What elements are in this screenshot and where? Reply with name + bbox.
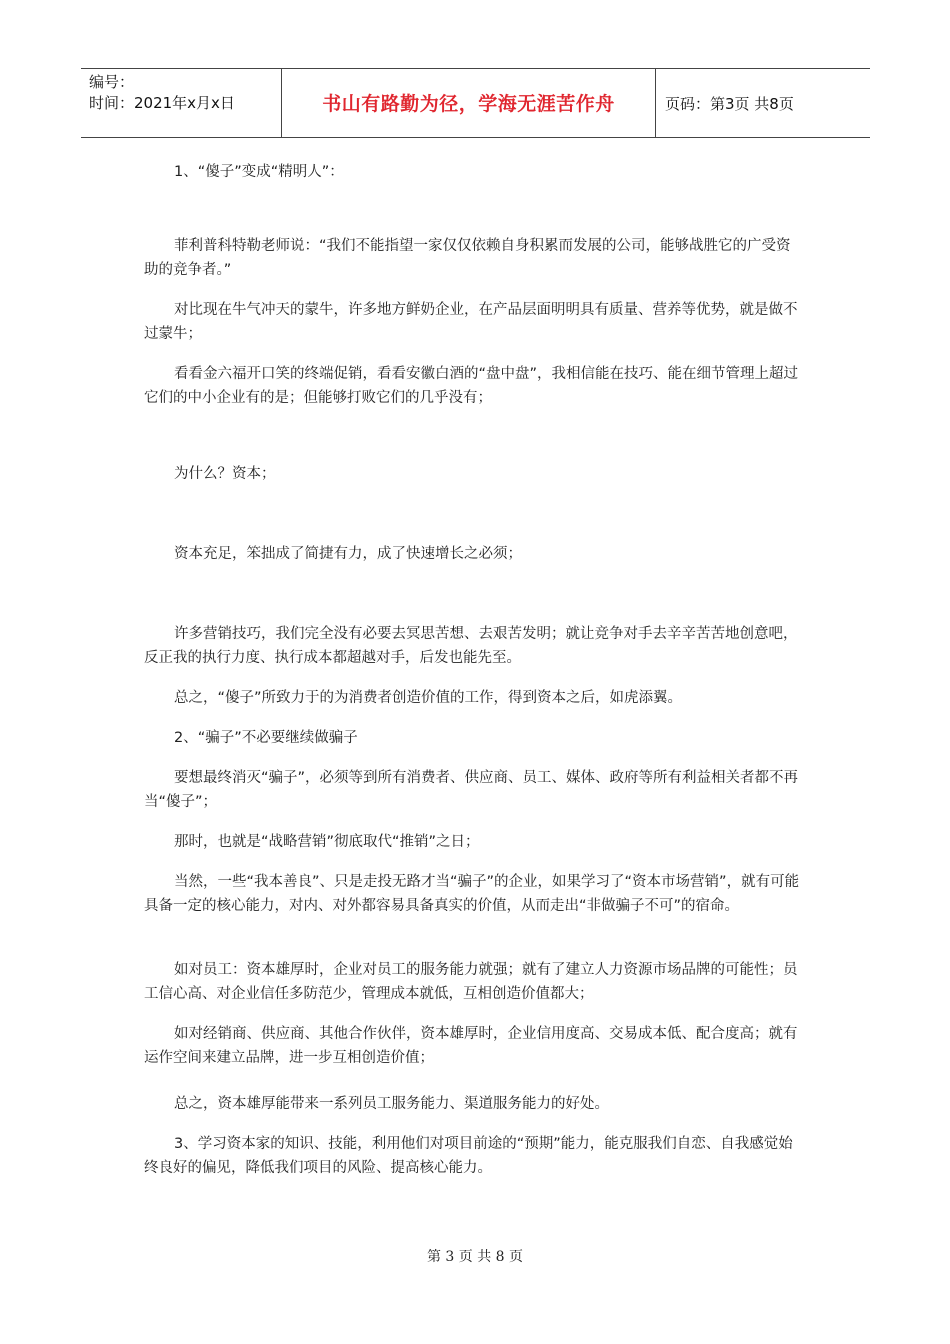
section-heading: 1、“傻子”变成“精明人”： [174,164,344,180]
paragraph: 对比现在牛气冲天的蒙牛，许多地方鲜奶企业，在产品层面明明具有质量、营养等优势，就是做不过蒙牛； [144,302,798,342]
header-motto: 书山有路勤为径，学海无涯苦作舟 [322,93,615,115]
paragraph: 许多营销技巧，我们完全没有必要去冥思苦想、去艰苦发明；就让竞争对手去辛辛苦苦地创意吧，反正我的执行力度、执行成本都超越对手，后发也能先至。 [144,626,798,666]
paragraph: 看看金六福开口笑的终端促销，看看安徽白酒的“盘中盘”，我相信能在技巧、能在细节管理上超过它们的中小企业有的是；但能够打败它们的几乎没有； [144,366,799,406]
paragraph: 菲利普科特勒老师说：“我们不能指望一家仅仅依赖自身积累而发展的公司，能够战胜它的广受资助的竞争者。” [144,238,791,278]
document-number: 编号： [89,73,135,91]
paragraph: 为什么？资本； [174,466,276,482]
paragraph: 总之，资本雄厚能带来一系列员工服务能力、渠道服务能力的好处。 [174,1096,609,1112]
header-page-number: 页码：第3页 共8页 [665,95,794,113]
header-divider [655,69,656,137]
section-heading: 2、“骗子”不必要继续做骗子 [174,730,358,746]
page-footer: 第 3 页 共 8 页 [426,1249,524,1265]
paragraph: 如对经销商、供应商、其他合作伙伴，资本雄厚时，企业信用度高、交易成本低、配合度高；就有运作空间来建立品牌，进一步互相创造价值； [144,1026,798,1066]
paragraph: 要想最终消灭“骗子”，必须等到所有消费者、供应商、员工、媒体、政府等所有利益相关者都不再当“傻子”； [144,770,799,810]
header-meta [89,72,235,114]
paragraph: 总之，“傻子”所致力于的为消费者创造价值的工作，得到资本之后，如虎添翼。 [174,690,683,706]
paragraph: 资本充足，笨拙成了简捷有力，成了快速增长之必须； [174,546,522,562]
document-header [81,68,870,138]
paragraph: 当然，一些“我本善良”、只是走投无路才当“骗子”的企业，如果学习了“资本市场营销”，就有可能具备一定的核心能力，对内、对外都容易具备真实的价值，从而走出“非做骗子不可”的宿命。 [144,874,800,914]
section-heading: 3、学习资本家的知识、技能，利用他们对项目前途的“预期”能力，能克服我们自恋、自我感觉始终良好的偏见，降低我们项目的风险、提高核心能力。 [144,1136,793,1176]
paragraph: 如对员工：资本雄厚时，企业对员工的服务能力就强；就有了建立人力资源市场品牌的可能性；员工信心高、对企业信任多防范少，管理成本就低，互相创造价值都大； [144,962,798,1002]
document-date: 时间：2021年x月x日 [89,94,235,112]
paragraph: 那时，也就是“战略营销”彻底取代“推销”之日； [174,834,480,850]
